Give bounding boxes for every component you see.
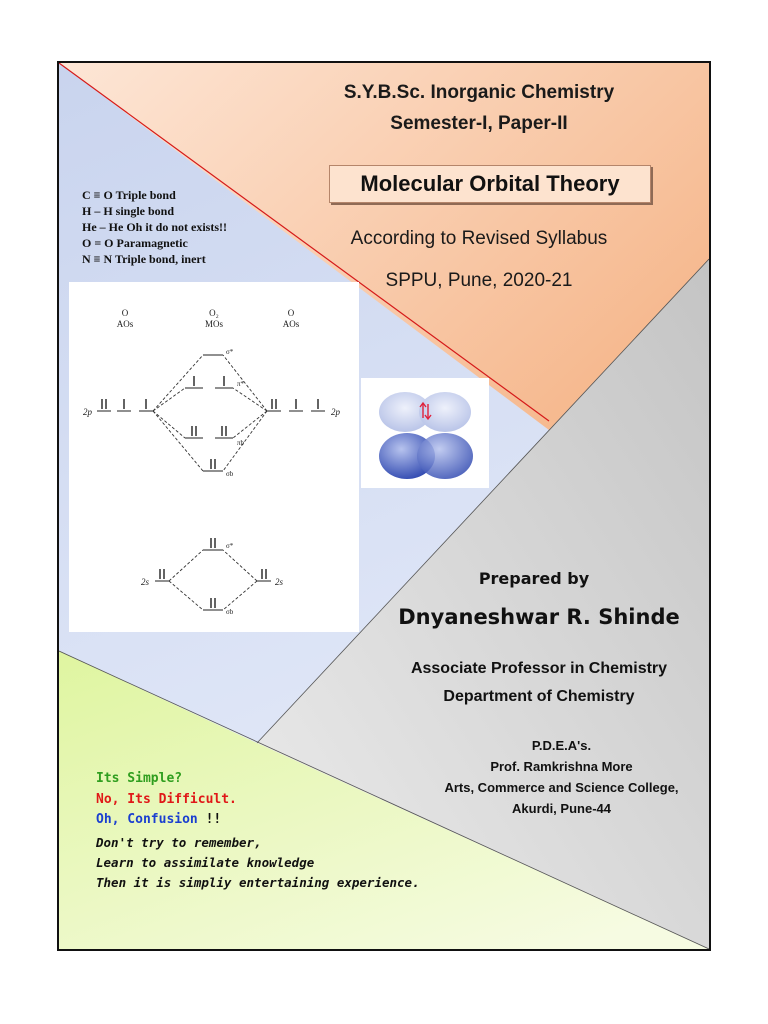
motto-line-3	[96, 812, 221, 827]
orbital-illustration	[361, 378, 489, 488]
bond-note: N ≡ N Triple bond, inert	[82, 252, 206, 266]
label-sigma-star: σ*	[226, 348, 234, 356]
institution-line: Arts, Commerce and Science College,	[444, 780, 679, 795]
label-pi-star: π*	[237, 380, 245, 388]
right-atom-label: O	[287, 308, 295, 318]
motto-line-1: Its Simple?	[96, 771, 183, 786]
course-title: S.Y.B.Sc. Inorganic Chemistry	[343, 82, 615, 103]
page-title: Molecular Orbital Theory	[329, 165, 651, 203]
bond-note: He – He Oh it do not exists!!	[82, 220, 227, 234]
institution-line: Prof. Ramkrishna More	[490, 759, 633, 774]
author-position: Associate Professor in Chemistry	[410, 660, 668, 677]
bond-note: H – H single bond	[82, 204, 175, 218]
semester-paper: Semester-I, Paper-II	[390, 113, 568, 134]
bond-notes	[82, 187, 227, 267]
label-2s-left: 2s	[141, 577, 150, 587]
left-atom-label: O	[121, 308, 129, 318]
right-ao-label: AOs	[282, 319, 300, 329]
quote-line-2: Learn to assimilate knowledge	[96, 855, 315, 870]
motto-line-3-bang: !!	[205, 812, 222, 827]
quote-line-1: Don't try to remember,	[96, 835, 262, 850]
institution-line: Akurdi, Pune-44	[512, 801, 611, 816]
institution-line: P.D.E.A's.	[531, 738, 592, 753]
label-sigma-star-2s: σ*	[226, 542, 234, 550]
bond-note: C ≡ O Triple bond	[82, 188, 176, 202]
syllabus-note: According to Revised Syllabus	[350, 228, 608, 249]
center-mo-label: O₂	[209, 308, 219, 318]
author-department: Department of Chemistry	[443, 688, 635, 705]
cover-page	[57, 61, 711, 951]
author-name: Dnyaneshwar R. Shinde	[398, 605, 680, 629]
label-2p-left: 2p	[83, 407, 92, 417]
label-sigma-b-2s: σb	[226, 608, 234, 616]
mo-diagram	[69, 282, 359, 632]
motto-line-2: No, Its Difficult.	[96, 792, 237, 807]
quote-line-3: Then it is simpliy entertaining experience.	[96, 875, 420, 890]
center-mo-sub: MOs	[204, 319, 224, 329]
label-pi-b: πb	[237, 439, 245, 447]
top-lobe-right	[419, 392, 471, 432]
university-year: SPPU, Pune, 2020-21	[385, 270, 573, 291]
label-2p-right: 2p	[331, 407, 340, 417]
prepared-by: Prepared by	[478, 569, 590, 588]
bottom-lobe-right	[417, 433, 473, 479]
motto-line-3-text: Oh, Confusion	[96, 812, 198, 827]
institution-block	[424, 735, 699, 819]
label-sigma-b: σb	[226, 470, 234, 478]
left-ao-label: AOs	[116, 319, 134, 329]
bond-note: O = O Paramagnetic	[82, 236, 188, 250]
label-2s-right: 2s	[275, 577, 284, 587]
